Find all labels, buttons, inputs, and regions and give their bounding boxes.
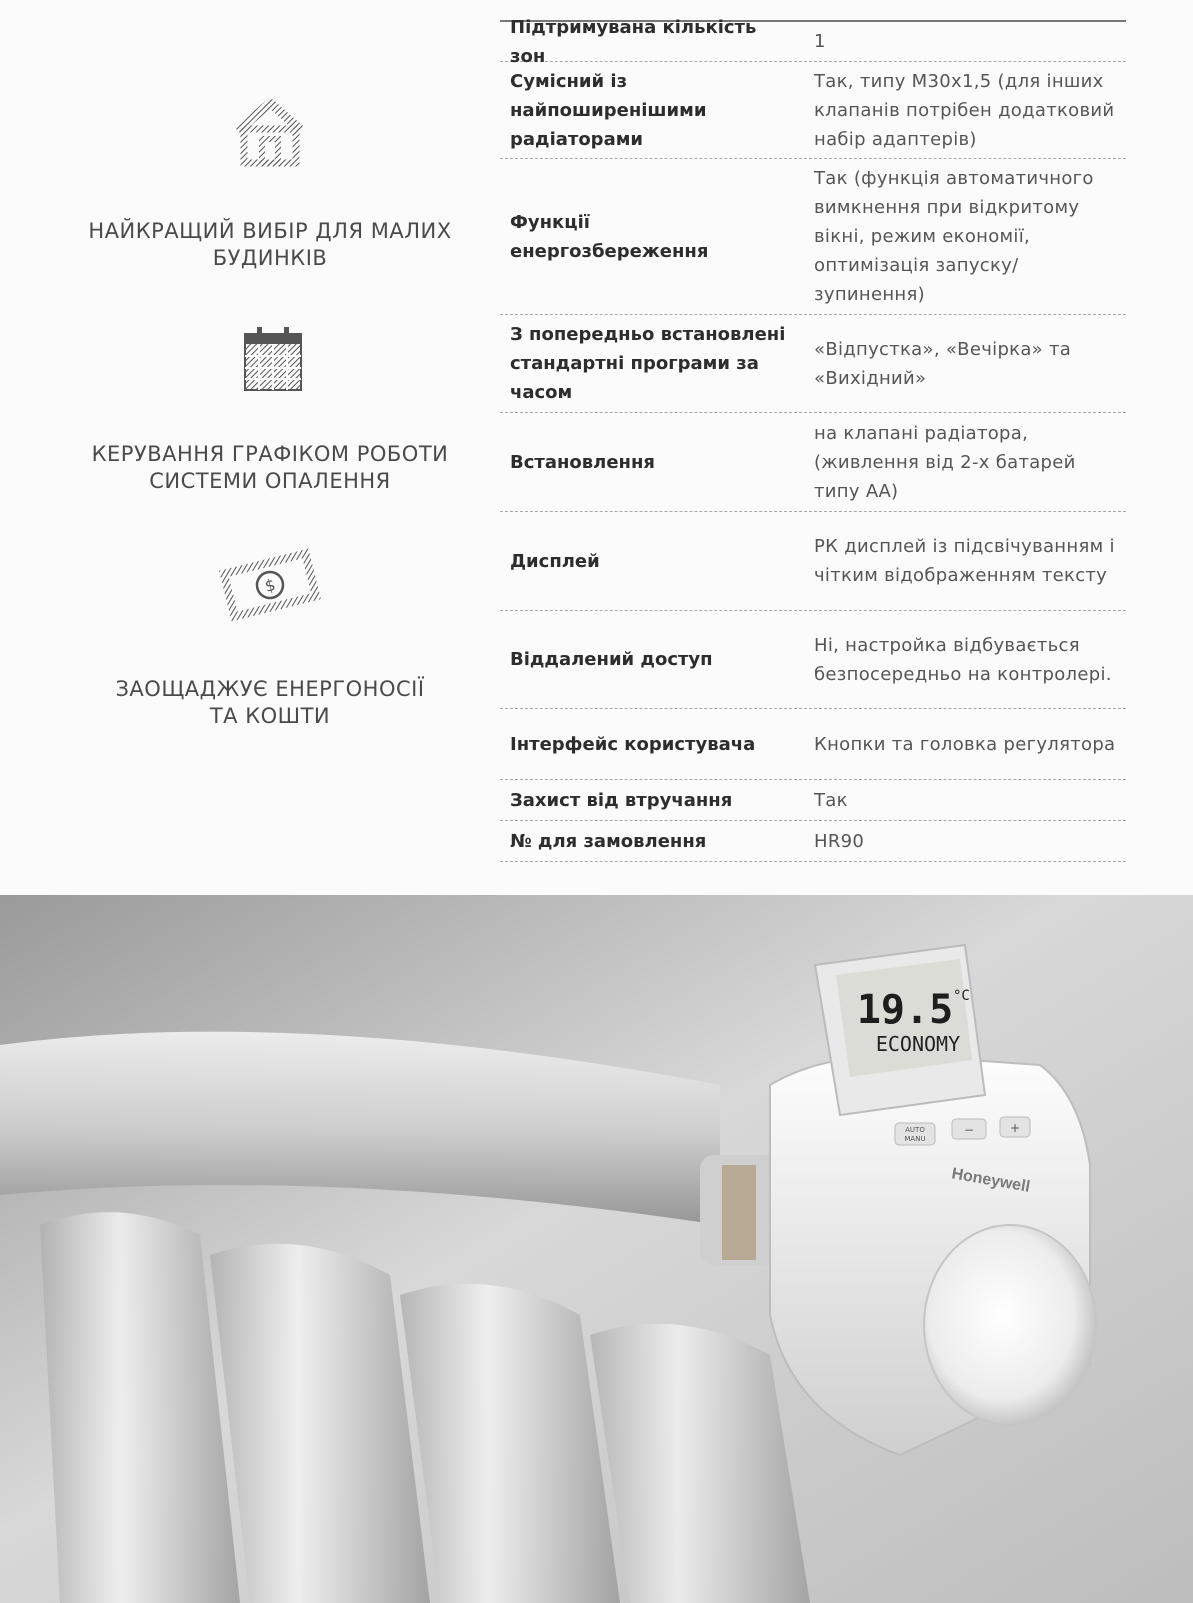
spec-label: Дисплей (510, 550, 600, 572)
feature-caption-small-houses (60, 218, 480, 272)
spec-value: 1 (814, 31, 826, 52)
lcd-unit: °C (953, 988, 970, 1004)
product-photo (0, 895, 1193, 1603)
table-row (500, 709, 1126, 780)
table-row (500, 413, 1126, 512)
auto-label: AUTO (905, 1126, 925, 1134)
spec-label: Встановлення (510, 451, 655, 473)
brand-logo: Honeywell (950, 1165, 1032, 1196)
lcd-mode: ECONOMY (875, 1032, 961, 1056)
spec-label: Функції енергозбереження (510, 211, 709, 262)
spec-value: Так (814, 789, 848, 811)
calendar-icon (210, 322, 330, 402)
spec-value: «Відпустка», «Вечірка» та «Вихідний» (814, 338, 1072, 389)
feature-caption-line: НАЙКРАЩИЙ ВИБІР ДЛЯ МАЛИХ БУДИНКІВ (88, 219, 452, 270)
spec-table (500, 16, 1126, 862)
manu-label: MANU (904, 1135, 926, 1143)
plus-label: + (1009, 1121, 1021, 1135)
spec-value: РК дисплей із підсвічуванням і чітким відображенням тексту (814, 536, 1115, 586)
spec-label: Інтерфейс користувача (510, 733, 756, 755)
table-row (500, 62, 1126, 159)
minus-label: − (963, 1123, 975, 1137)
table-row (500, 16, 1126, 67)
spec-label: Сумісний із найпоширенішими радіаторами (510, 70, 707, 150)
feature-caption-line: ЗАОЩАДЖУЄ ЕНЕРГОНОСІЇ ТА КОШТИ (115, 677, 425, 728)
svg-text:$: $ (262, 575, 278, 596)
spec-label: Віддалений доступ (510, 649, 713, 670)
house-icon (210, 93, 330, 173)
spec-value: Кнопки та головка регулятора (814, 733, 1116, 755)
table-row (500, 315, 1126, 413)
spec-value: Так (функція автоматичного вимкнення при відкритому вікні, режим економії, оптимізація запуску/ зупинення) (814, 168, 1094, 305)
feature-caption-line: КЕРУВАННЯ ГРАФІКОМ РОБОТИ СИСТЕМИ ОПАЛЕННЯ (91, 442, 449, 493)
spec-value: HR90 (814, 830, 865, 852)
table-row (500, 512, 1126, 611)
spec-label: Захист від втручання (510, 789, 733, 811)
feature-caption-savings (60, 676, 480, 730)
table-row (500, 159, 1126, 315)
table-row (500, 821, 1126, 862)
spec-value: Так, типу M30x1,5 (для інших клапанів потрібен додатковий набір адаптерів) (814, 70, 1115, 150)
spec-label: З попередньо встановлені стандартні програми за часом (510, 324, 786, 403)
features-column (60, 0, 480, 860)
spec-value: на клапані радіатора, (живлення від 2-х батарей типу АА) (814, 422, 1076, 502)
spec-label: № для замовлення (510, 830, 707, 852)
table-row (500, 611, 1126, 709)
table-row (500, 780, 1126, 821)
money-icon (210, 545, 330, 625)
feature-caption-schedule (60, 441, 480, 495)
spec-label: Підтримувана кількість зон (510, 16, 757, 67)
spec-value: Ні, настройка відбувається безпосередньо на контролері. (814, 634, 1112, 685)
lcd-temperature: 19.5 (856, 987, 954, 1033)
